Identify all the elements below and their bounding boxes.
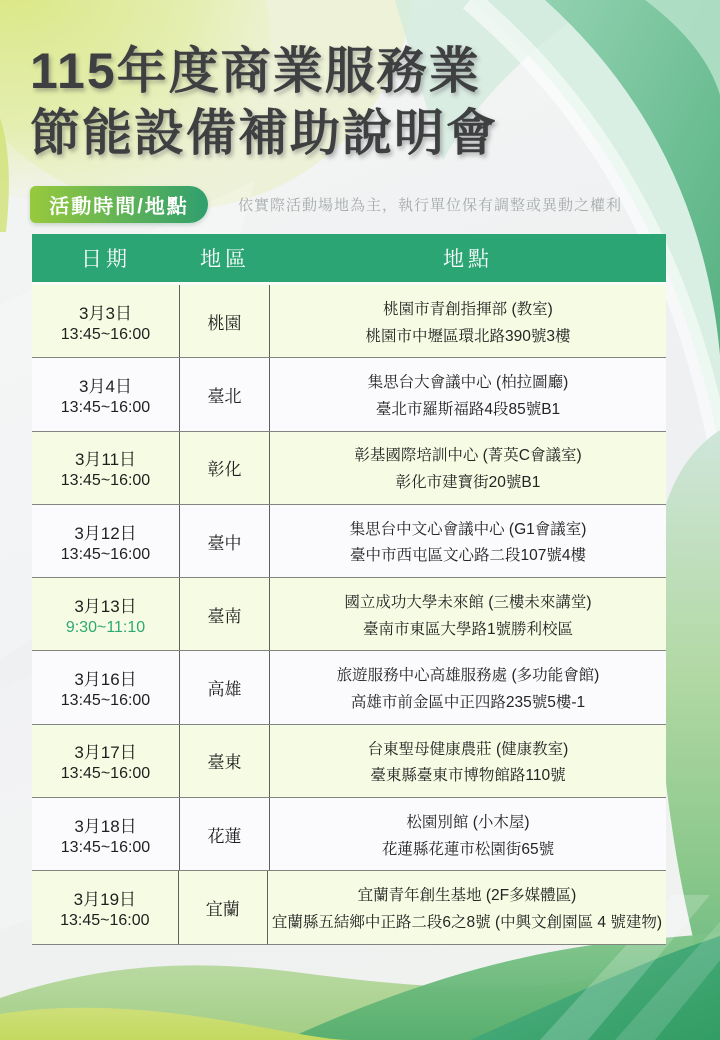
venue-text: 國立成功大學未來館 (三樓未來講堂)	[344, 593, 592, 611]
region-cell	[180, 285, 270, 357]
location-cell	[270, 798, 666, 870]
region-text: 臺南	[207, 606, 242, 626]
date-text: 3月4日	[79, 376, 132, 396]
date-cell	[32, 725, 180, 797]
venue-text: 宜蘭青年創生基地 (2F多媒體區)	[357, 887, 577, 905]
region-cell	[180, 725, 270, 797]
location-cell	[270, 285, 666, 357]
date-text: 3月11日	[74, 450, 137, 470]
region-cell	[180, 651, 270, 723]
date-cell	[32, 505, 180, 577]
page-title	[30, 40, 498, 164]
date-cell	[32, 798, 180, 870]
location-cell	[270, 578, 666, 650]
address-text: 高雄市前金區中正四路235號5樓-1	[350, 694, 586, 712]
region-cell	[180, 358, 270, 430]
date-text: 3月13日	[74, 596, 137, 616]
venue-text: 台東聖母健康農莊 (健康教室)	[367, 740, 569, 758]
date-cell	[32, 432, 180, 504]
time-text: 13:45~16:00	[60, 398, 151, 416]
address-text: 臺南市東區大學路1號勝利校區	[362, 620, 574, 638]
date-text: 3月19日	[73, 890, 137, 910]
location-cell	[270, 358, 666, 430]
table-row	[32, 651, 666, 724]
region-text: 桃園	[207, 313, 242, 333]
table-row	[32, 505, 666, 578]
region-text: 彰化	[207, 460, 242, 480]
event-time-location-badge: 活動時間/地點	[30, 186, 208, 223]
address-text: 桃園市中壢區環北路390號3樓	[365, 327, 571, 345]
date-text: 3月3日	[79, 303, 132, 323]
venue-text: 松園別館 (小木屋)	[406, 813, 530, 831]
location-cell	[268, 871, 666, 943]
region-text: 臺東	[207, 753, 242, 773]
table-row	[32, 725, 666, 798]
time-text: 13:45~16:00	[60, 838, 151, 856]
section-header	[30, 186, 698, 223]
date-cell	[32, 578, 180, 650]
date-text: 3月17日	[74, 743, 137, 763]
date-text: 3月12日	[74, 523, 137, 543]
table-row	[32, 432, 666, 505]
table-row	[32, 871, 666, 944]
venue-text: 旅遊服務中心高雄服務處 (多功能會館)	[336, 667, 600, 685]
region-text: 花蓮	[207, 826, 242, 846]
address-text: 臺東縣臺東市博物館路110號	[370, 767, 566, 785]
date-cell	[32, 285, 180, 357]
table-row	[32, 285, 666, 358]
location-cell	[270, 432, 666, 504]
region-cell	[180, 798, 270, 870]
table-row	[32, 578, 666, 651]
header-date: 日期	[81, 248, 131, 271]
location-cell	[270, 505, 666, 577]
region-text: 臺中	[207, 533, 242, 553]
address-text: 宜蘭縣五結鄉中正路二段6之8號 (中興文創園區 4 號建物)	[271, 913, 662, 931]
time-text: 9:30~11:10	[65, 618, 146, 636]
date-cell	[32, 358, 180, 430]
region-text: 宜蘭	[205, 900, 240, 920]
address-text: 花蓮縣花蓮市松園街65號	[381, 840, 555, 858]
disclaimer-text: 依實際活動場地為主，執行單位保有調整或異動之權利	[238, 197, 623, 214]
time-text: 13:45~16:00	[60, 692, 151, 710]
region-text: 高雄	[207, 680, 242, 700]
time-text: 13:45~16:00	[60, 765, 151, 783]
region-cell	[180, 505, 270, 577]
region-cell	[179, 871, 268, 943]
date-cell	[32, 651, 180, 723]
venue-text: 彰基國際培訓中心 (菁英C會議室)	[354, 447, 582, 465]
page-title-line1: 115年度商業服務業	[30, 43, 481, 99]
time-text: 13:45~16:00	[60, 912, 150, 930]
region-cell	[180, 578, 270, 650]
table-row	[32, 798, 666, 871]
region-cell	[180, 432, 270, 504]
page-title-line2: 節能設備補助說明會	[30, 105, 498, 161]
table-row	[32, 358, 666, 431]
date-text: 3月16日	[74, 670, 137, 690]
venue-text: 集思台大會議中心 (柏拉圖廳)	[367, 374, 569, 392]
time-text: 13:45~16:00	[60, 325, 151, 343]
schedule-table	[32, 234, 666, 945]
address-text: 臺北市羅斯福路4段85號B1	[375, 400, 561, 418]
region-text: 臺北	[207, 386, 242, 406]
schedule-table-body	[32, 285, 666, 945]
date-cell	[32, 871, 179, 943]
venue-text: 集思台中文心會議中心 (G1會議室)	[349, 520, 587, 538]
time-text: 13:45~16:00	[60, 545, 151, 563]
venue-text: 桃園市青創指揮部 (教室)	[383, 300, 553, 318]
header-location: 地點	[443, 248, 493, 271]
location-cell	[270, 725, 666, 797]
date-text: 3月18日	[74, 816, 137, 836]
location-cell	[270, 651, 666, 723]
address-text: 臺中市西屯區文心路二段107號4樓	[350, 547, 586, 565]
header-region: 地區	[200, 248, 250, 271]
schedule-table-header	[32, 234, 666, 285]
time-text: 13:45~16:00	[60, 472, 151, 490]
address-text: 彰化市建寶街20號B1	[395, 474, 541, 492]
